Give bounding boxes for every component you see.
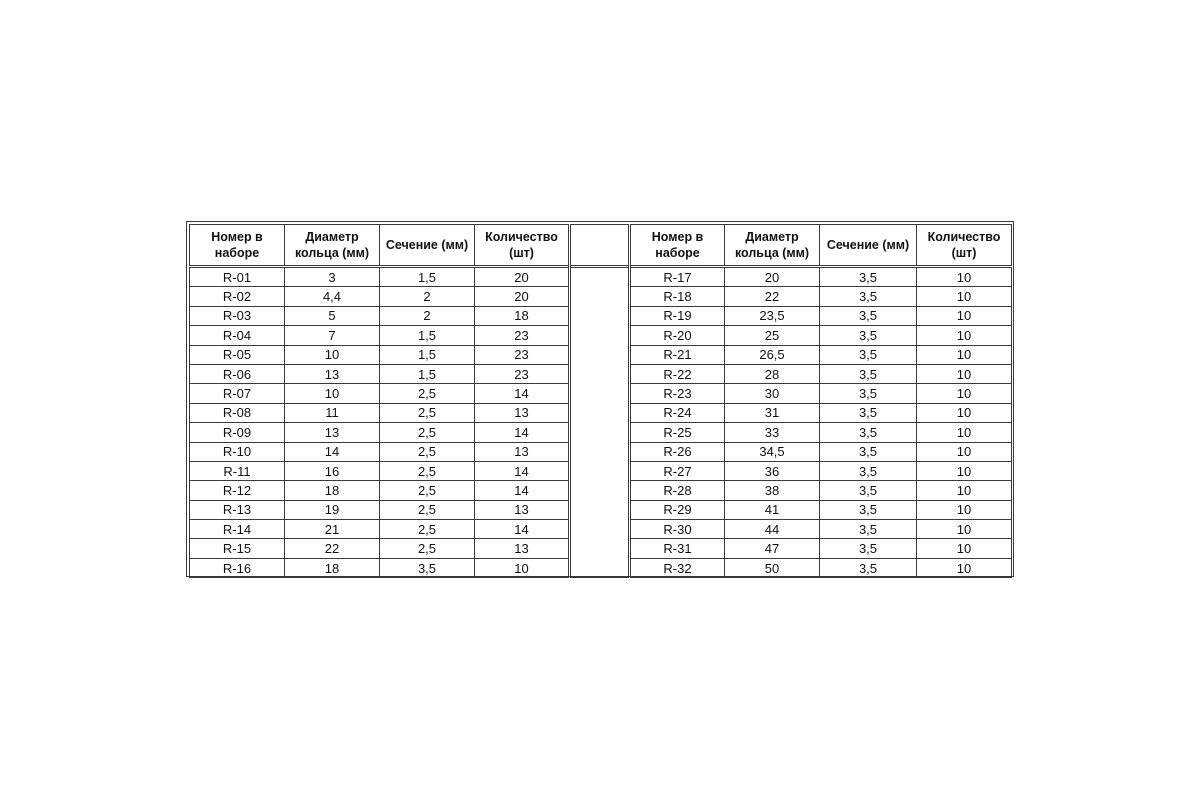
separator-column-header xyxy=(570,225,630,267)
cell-section: 3,5 xyxy=(820,442,917,461)
cell-number: R-26 xyxy=(630,442,725,461)
cell-section: 3,5 xyxy=(820,364,917,383)
cell-section: 2,5 xyxy=(380,423,475,442)
cell-diameter: 38 xyxy=(725,481,820,500)
cell-diameter: 44 xyxy=(725,520,820,539)
cell-quantity: 23 xyxy=(475,364,570,383)
cell-section: 1,5 xyxy=(380,267,475,287)
cell-diameter: 20 xyxy=(725,267,820,287)
cell-quantity: 14 xyxy=(475,423,570,442)
header-diameter-right: Диаметр кольца (мм) xyxy=(725,225,820,267)
cell-number: R-29 xyxy=(630,500,725,519)
cell-number: R-28 xyxy=(630,481,725,500)
cell-section: 3,5 xyxy=(820,384,917,403)
cell-section: 3,5 xyxy=(820,306,917,325)
cell-quantity: 10 xyxy=(917,539,1012,558)
cell-diameter: 34,5 xyxy=(725,442,820,461)
cell-diameter: 28 xyxy=(725,364,820,383)
header-section-left: Сечение (мм) xyxy=(380,225,475,267)
cell-quantity: 20 xyxy=(475,287,570,306)
cell-quantity: 10 xyxy=(917,500,1012,519)
o-ring-set-table-frame xyxy=(186,221,1014,577)
cell-number: R-03 xyxy=(190,306,285,325)
cell-number: R-22 xyxy=(630,364,725,383)
cell-quantity: 10 xyxy=(917,364,1012,383)
cell-section: 1,5 xyxy=(380,345,475,364)
cell-section: 3,5 xyxy=(820,423,917,442)
cell-number: R-11 xyxy=(190,461,285,480)
cell-quantity: 10 xyxy=(917,384,1012,403)
cell-quantity: 10 xyxy=(917,558,1012,577)
cell-diameter: 31 xyxy=(725,403,820,422)
cell-number: R-08 xyxy=(190,403,285,422)
cell-diameter: 5 xyxy=(285,306,380,325)
cell-quantity: 13 xyxy=(475,500,570,519)
cell-number: R-07 xyxy=(190,384,285,403)
cell-diameter: 7 xyxy=(285,326,380,345)
cell-section: 3,5 xyxy=(820,500,917,519)
cell-section: 2,5 xyxy=(380,403,475,422)
cell-section: 2,5 xyxy=(380,481,475,500)
cell-number: R-16 xyxy=(190,558,285,577)
cell-quantity: 10 xyxy=(917,461,1012,480)
cell-section: 1,5 xyxy=(380,326,475,345)
cell-section: 3,5 xyxy=(820,539,917,558)
cell-diameter: 13 xyxy=(285,364,380,383)
cell-number: R-01 xyxy=(190,267,285,287)
cell-quantity: 10 xyxy=(917,442,1012,461)
cell-quantity: 10 xyxy=(917,345,1012,364)
cell-diameter: 14 xyxy=(285,442,380,461)
cell-diameter: 18 xyxy=(285,558,380,577)
cell-number: R-06 xyxy=(190,364,285,383)
cell-quantity: 13 xyxy=(475,403,570,422)
cell-quantity: 10 xyxy=(917,403,1012,422)
cell-number: R-31 xyxy=(630,539,725,558)
cell-diameter: 16 xyxy=(285,461,380,480)
cell-number: R-32 xyxy=(630,558,725,577)
cell-quantity: 10 xyxy=(917,481,1012,500)
separator-column xyxy=(570,267,630,578)
cell-quantity: 20 xyxy=(475,267,570,287)
cell-section: 3,5 xyxy=(820,461,917,480)
cell-diameter: 13 xyxy=(285,423,380,442)
cell-diameter: 25 xyxy=(725,326,820,345)
header-diameter-left: Диаметр кольца (мм) xyxy=(285,225,380,267)
cell-quantity: 14 xyxy=(475,461,570,480)
cell-number: R-25 xyxy=(630,423,725,442)
cell-quantity: 10 xyxy=(917,520,1012,539)
cell-section: 3,5 xyxy=(380,558,475,577)
cell-section: 3,5 xyxy=(820,403,917,422)
cell-diameter: 3 xyxy=(285,267,380,287)
header-section-right: Сечение (мм) xyxy=(820,225,917,267)
cell-diameter: 18 xyxy=(285,481,380,500)
cell-diameter: 26,5 xyxy=(725,345,820,364)
cell-section: 3,5 xyxy=(820,345,917,364)
cell-number: R-24 xyxy=(630,403,725,422)
cell-quantity: 13 xyxy=(475,442,570,461)
cell-diameter: 10 xyxy=(285,345,380,364)
cell-diameter: 47 xyxy=(725,539,820,558)
table-row xyxy=(190,267,1012,287)
cell-section: 3,5 xyxy=(820,267,917,287)
cell-number: R-17 xyxy=(630,267,725,287)
cell-diameter: 4,4 xyxy=(285,287,380,306)
cell-number: R-30 xyxy=(630,520,725,539)
cell-number: R-21 xyxy=(630,345,725,364)
cell-section: 2,5 xyxy=(380,500,475,519)
cell-number: R-20 xyxy=(630,326,725,345)
cell-number: R-04 xyxy=(190,326,285,345)
header-quantity-left: Количество (шт) xyxy=(475,225,570,267)
cell-section: 2 xyxy=(380,306,475,325)
cell-quantity: 10 xyxy=(917,306,1012,325)
cell-diameter: 33 xyxy=(725,423,820,442)
cell-diameter: 23,5 xyxy=(725,306,820,325)
cell-diameter: 41 xyxy=(725,500,820,519)
cell-section: 2,5 xyxy=(380,384,475,403)
cell-diameter: 22 xyxy=(285,539,380,558)
cell-diameter: 11 xyxy=(285,403,380,422)
cell-quantity: 23 xyxy=(475,345,570,364)
cell-number: R-10 xyxy=(190,442,285,461)
cell-quantity: 23 xyxy=(475,326,570,345)
cell-diameter: 36 xyxy=(725,461,820,480)
cell-quantity: 13 xyxy=(475,539,570,558)
cell-section: 2,5 xyxy=(380,461,475,480)
cell-number: R-18 xyxy=(630,287,725,306)
cell-diameter: 21 xyxy=(285,520,380,539)
cell-number: R-02 xyxy=(190,287,285,306)
cell-number: R-23 xyxy=(630,384,725,403)
cell-diameter: 50 xyxy=(725,558,820,577)
cell-diameter: 30 xyxy=(725,384,820,403)
cell-number: R-05 xyxy=(190,345,285,364)
cell-section: 3,5 xyxy=(820,558,917,577)
cell-quantity: 14 xyxy=(475,384,570,403)
cell-section: 3,5 xyxy=(820,287,917,306)
cell-number: R-13 xyxy=(190,500,285,519)
cell-section: 2,5 xyxy=(380,539,475,558)
cell-section: 1,5 xyxy=(380,364,475,383)
cell-section: 3,5 xyxy=(820,326,917,345)
cell-diameter: 10 xyxy=(285,384,380,403)
cell-quantity: 14 xyxy=(475,481,570,500)
cell-number: R-12 xyxy=(190,481,285,500)
header-quantity-right: Количество (шт) xyxy=(917,225,1012,267)
cell-quantity: 10 xyxy=(475,558,570,577)
cell-section: 2,5 xyxy=(380,520,475,539)
cell-number: R-09 xyxy=(190,423,285,442)
cell-quantity: 10 xyxy=(917,287,1012,306)
cell-section: 3,5 xyxy=(820,520,917,539)
cell-quantity: 10 xyxy=(917,267,1012,287)
o-ring-set-table xyxy=(189,224,1012,578)
cell-quantity: 18 xyxy=(475,306,570,325)
header-number-right: Номер в наборе xyxy=(630,225,725,267)
cell-quantity: 14 xyxy=(475,520,570,539)
header-number-left: Номер в наборе xyxy=(190,225,285,267)
cell-diameter: 22 xyxy=(725,287,820,306)
cell-quantity: 10 xyxy=(917,326,1012,345)
cell-number: R-15 xyxy=(190,539,285,558)
cell-diameter: 19 xyxy=(285,500,380,519)
cell-number: R-19 xyxy=(630,306,725,325)
cell-section: 2,5 xyxy=(380,442,475,461)
cell-quantity: 10 xyxy=(917,423,1012,442)
cell-section: 2 xyxy=(380,287,475,306)
table-header-row xyxy=(190,225,1012,267)
cell-number: R-14 xyxy=(190,520,285,539)
cell-number: R-27 xyxy=(630,461,725,480)
cell-section: 3,5 xyxy=(820,481,917,500)
